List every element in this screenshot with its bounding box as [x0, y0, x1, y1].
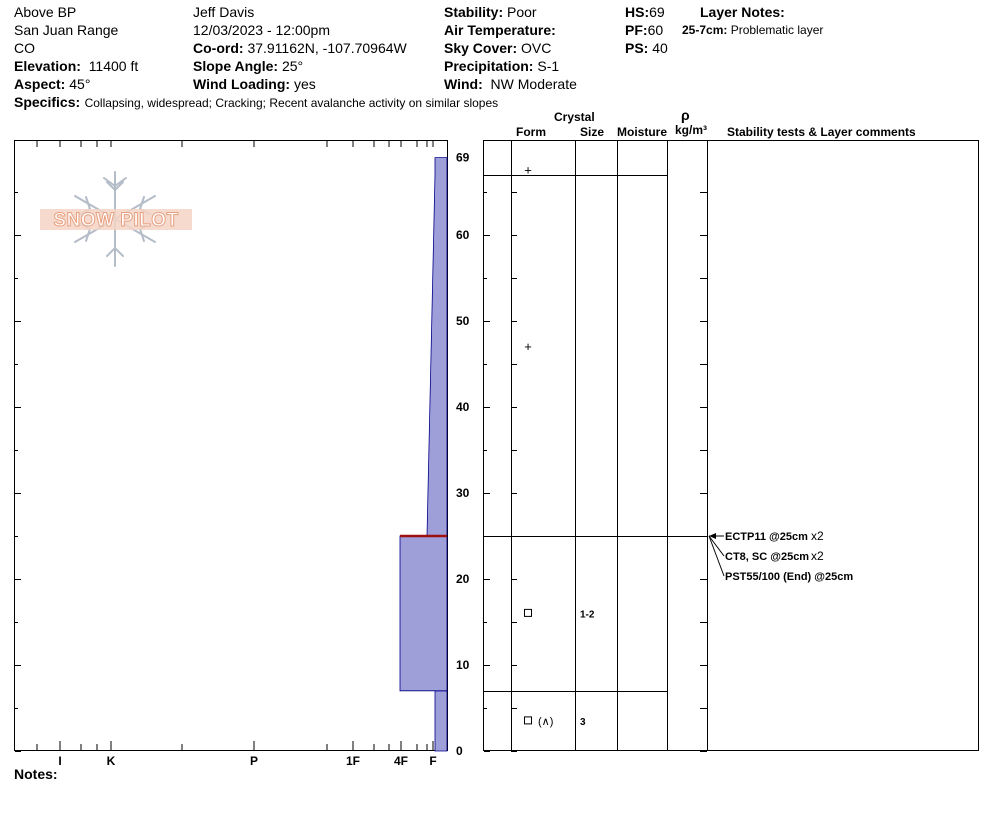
- stability-test-leader: [709, 536, 724, 556]
- aspect-label: Aspect:: [14, 76, 66, 92]
- crystal-size-label: 1-2: [580, 609, 595, 621]
- hardness-label-f: F: [429, 754, 437, 768]
- location-name: Above BP: [14, 4, 77, 20]
- layer-note-range: 25-7cm:: [682, 23, 728, 37]
- crystal-form-facet-icon: [525, 717, 532, 724]
- stability-test-count: x2: [811, 549, 824, 563]
- hs-value: 69: [649, 4, 665, 20]
- rho-header: ρ: [681, 107, 690, 123]
- pf-value: 60: [647, 22, 664, 38]
- size-header: Size: [580, 125, 605, 139]
- coord-label: Co-ord:: [193, 40, 244, 56]
- coord-value: 37.91162N, -107.70964W: [247, 40, 407, 56]
- hardness-bar-7-25cm: [400, 536, 447, 691]
- sky-value: OVC: [521, 40, 552, 56]
- stability-test-count: x2: [811, 529, 824, 543]
- depth-label-30: 30: [456, 486, 470, 500]
- depth-label-10: 10: [456, 658, 470, 672]
- precip-value: S-1: [537, 58, 560, 74]
- stability-label: Stability:: [444, 4, 504, 20]
- observation-datetime: 12/03/2023 - 12:00pm: [193, 22, 330, 38]
- crystal-form-secondary: (∧): [538, 715, 554, 728]
- depth-label-69: 69: [456, 150, 470, 165]
- form-header: Form: [516, 125, 546, 139]
- hardness-label-1f: 1F: [345, 754, 361, 768]
- elevation-value: 11400 ft: [88, 58, 139, 74]
- hardness-label-i: I: [58, 754, 62, 768]
- layer-table-frame: [484, 141, 979, 751]
- stability-comments-header: Stability tests & Layer comments: [727, 125, 916, 139]
- depth-label-0: 0: [456, 744, 463, 758]
- pf-label: PF:: [625, 22, 648, 38]
- crystal-form-precip-icon: +: [524, 338, 532, 354]
- aspect-value: 45°: [69, 76, 91, 92]
- range-name: San Juan Range: [14, 22, 119, 38]
- air-temp-label: Air Temperature:: [444, 22, 556, 38]
- density-unit-header: kg/m³: [675, 123, 708, 137]
- stability-value: Poor: [507, 4, 537, 20]
- hardness-label-k: K: [106, 754, 116, 768]
- crystal-form-precip-icon: +: [524, 162, 532, 178]
- slope-label: Slope Angle:: [193, 58, 279, 74]
- notes-label: Notes:: [14, 766, 58, 782]
- snowpilot-logo-text: SNOW PILOT: [53, 210, 179, 231]
- specifics-value: Collapsing, widespread; Cracking; Recent avalanche activity on similar slopes: [84, 96, 499, 110]
- crystal-size-label: 3: [580, 716, 586, 728]
- state-name: CO: [14, 40, 35, 56]
- hardness-plot-frame: [15, 141, 448, 751]
- stability-test-label: ECTP11 @25cm: [725, 531, 808, 543]
- ps-label: PS:: [625, 40, 649, 56]
- depth-label-50: 50: [456, 314, 470, 328]
- hardness-label-p: P: [249, 754, 259, 768]
- moisture-header: Moisture: [617, 125, 668, 139]
- layer-note-text: Problematic layer: [730, 23, 824, 37]
- elevation-label: Elevation:: [14, 58, 81, 74]
- wind-label: Wind:: [444, 76, 483, 92]
- stability-test-leader: [709, 536, 724, 576]
- crystal-form-facet-icon: [525, 609, 532, 616]
- hardness-bar-0-7cm: [435, 691, 447, 751]
- depth-label-20: 20: [456, 572, 470, 586]
- stability-test-label: CT8, SC @25cm: [725, 551, 810, 563]
- layer-notes-label: Layer Notes:: [700, 4, 785, 20]
- precip-label: Precipitation:: [444, 58, 534, 74]
- slope-value: 25°: [281, 58, 304, 74]
- depth-label-60: 60: [456, 228, 470, 242]
- observer-name: Jeff Davis: [193, 4, 255, 20]
- hardness-label-4f: 4F: [393, 754, 409, 768]
- wind-loading-label: Wind Loading:: [193, 76, 291, 92]
- sky-label: Sky Cover:: [444, 40, 518, 56]
- wind-loading-value: yes: [293, 76, 316, 92]
- crystal-header: Crystal: [554, 110, 595, 124]
- snowpilot-logo: [40, 172, 192, 266]
- stability-test-label: PST55/100 (End) @25cm: [725, 571, 854, 583]
- wind-value: NW Moderate: [490, 76, 577, 92]
- ps-value: 40: [652, 40, 668, 56]
- specifics-label: Specifics:: [14, 94, 81, 110]
- hardness-bar-25-69cm: [427, 158, 447, 536]
- depth-label-40: 40: [456, 400, 470, 414]
- hs-label: HS:: [625, 4, 650, 20]
